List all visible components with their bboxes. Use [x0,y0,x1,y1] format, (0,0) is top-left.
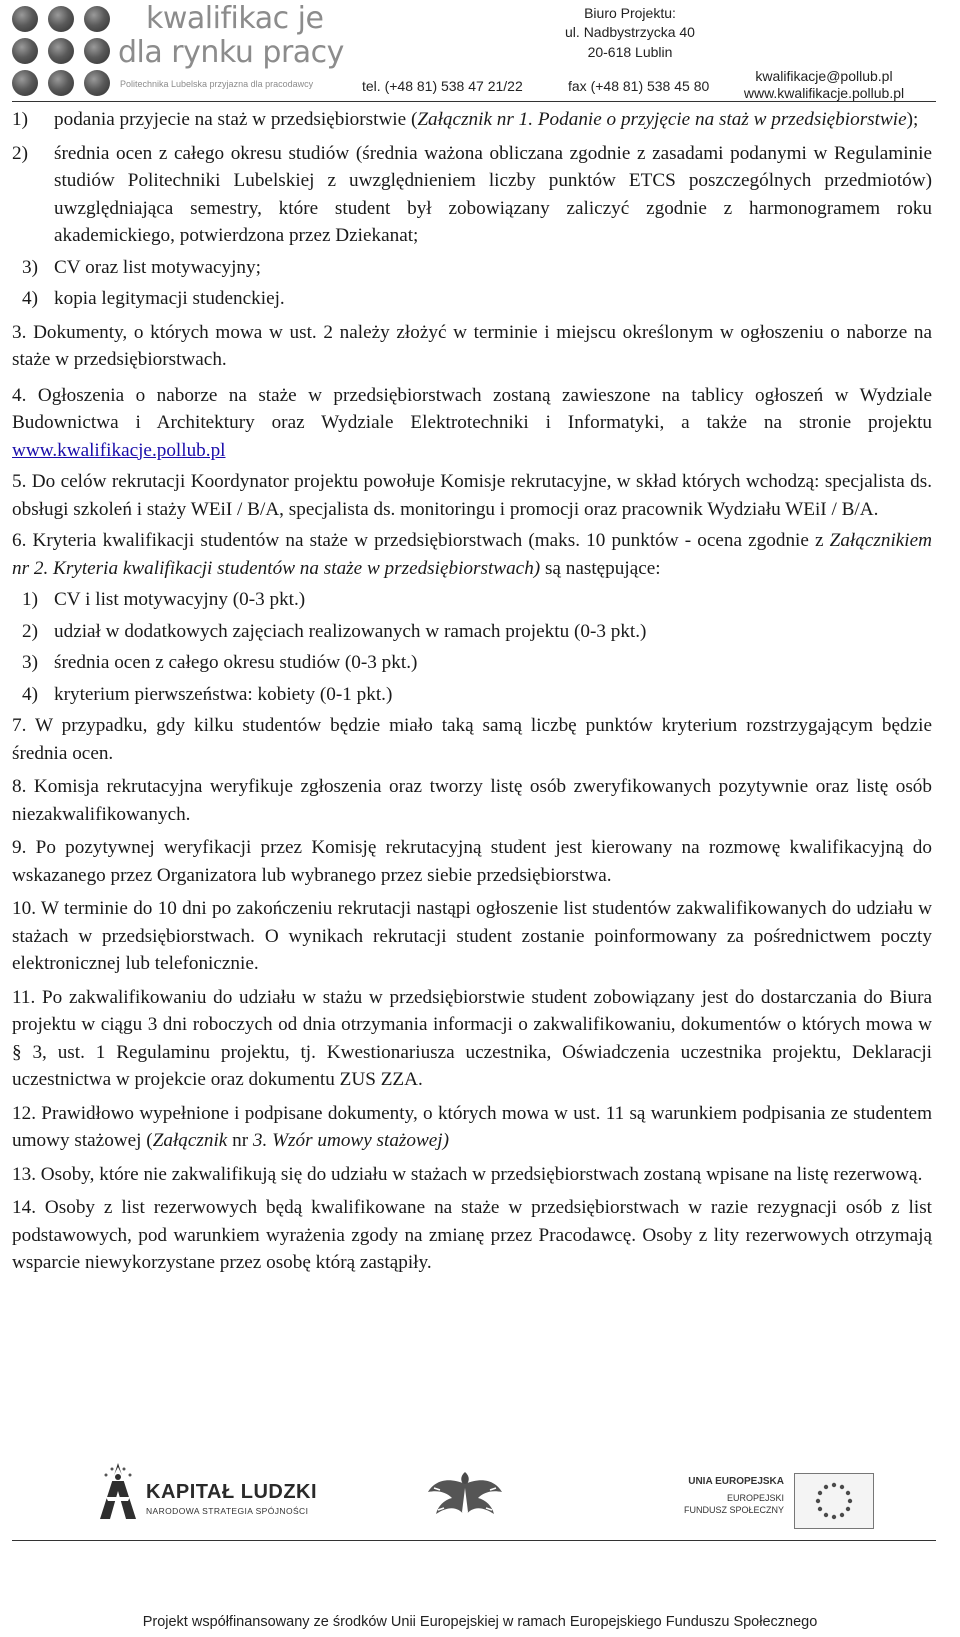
list-number: 3) [22,256,38,278]
list-text: podania przyjecie na staż w przedsiębiorstwie (Załącznik nr 1. Podanie o przyjęcie na staż w przedsiębiorstwie); [54,109,919,130]
logo-tagline: Politechnika Lubelska przyjazna dla pracodawcy [120,79,314,89]
eu-flag-icon [794,1473,874,1529]
paragraph-4: 4. Ogłoszenia o naborze na staże w przedsiębiorstwach zostaną zawieszone na tablicy ogłoszeń w Wydziale Budownictwa i Architektury oraz Wydziale Elektrotechniki i Informatyki, a także na stronie projektu www.kwalifikacje.pollub.pl [12,384,932,461]
paragraph-10: 10. W terminie do 10 dni po zakończeniu rekrutacji nastąpi ogłoszenie list studentów zakwalifikowanych do udziału w stażach w przedsiębiorstwach. O wynikach rekrutacji student zostanie poinformowany za pośrednictwem poczty elektronicznej lub telefonicznie. [12,898,932,974]
list-item [12,106,932,134]
list-item [12,618,932,646]
list-number: 4) [22,288,38,309]
list-text: kryterium pierwszeństwa: kobiety (0-1 pkt.) [54,683,393,705]
paragraph-8: 8. Komisja rekrutacyjna weryfikuje zgłoszenia oraz tworzy listę osób zweryfikowanych pozytywnie oraz listę osób niezakwalifikowanych. [12,776,932,825]
eu-fund-line1: EUROPEJSKI [726,1493,784,1503]
list-number: 3) [22,652,38,673]
list-number: 2) [22,620,38,642]
list-text: kopia legitymacji studenckiej. [54,288,285,309]
list-text: udział w dodatkowych zajęciach realizowanych w ramach projektu (0-3 pkt.) [54,620,647,642]
list-item [12,649,932,677]
paragraph-6: 6. Kryteria kwalifikacji studentów na staże w przedsiębiorstwach (maks. 10 punktów - ocena zgodnie z Załącznikiem nr 2. Kryteria kwalifikacji studentów na staże w przedsiębiorstwach) są następujące: [12,530,932,579]
list-item [12,586,932,614]
eu-title: UNIA EUROPEJSKA [688,1476,784,1487]
office-street: ul. Nadbystrzycka 40 [565,24,695,40]
project-website-link[interactable]: www.kwalifikacje.pollub.pl [12,439,226,461]
list-number: 2) [12,142,28,164]
kapital-ludzki-title: KAPITAŁ LUDZKI [146,1481,318,1503]
list-text: CV oraz list motywacyjny; [54,256,261,278]
list-number: 1) [12,109,28,130]
list-text: średnia ocen z całego okresu studiów (0-3 pkt.) [54,652,418,673]
list-number: 1) [22,589,38,610]
paragraph-7: 7. W przypadku, gdy kilku studentów będzie miało taką samą liczbę punktów kryterium rozstrzygającym będzie średnia ocen. [12,715,932,764]
paragraph-13: 13. Osoby, które nie zakwalifikują się do udziału w stażach w przedsiębiorstwach zostaną wpisane na listę rezerwową. [12,1163,923,1185]
footer-divider [12,1540,936,1541]
header-website[interactable]: www.kwalifikacje.pollub.pl [743,85,905,101]
list-item [12,254,932,282]
logo-title: kwalifikac je [146,1,324,36]
footer-funding-note: Projekt współfinansowany ze środków Unii Europejskiej w ramach Europejskiego Funduszu Społecznego [142,1614,818,1630]
header-divider [12,101,936,102]
polish-eagle-emblem-icon [426,1466,504,1522]
document-body [12,106,932,1277]
header-email[interactable]: kwalifikacje@pollub.pl [755,68,893,84]
list-text: średnia ocen z całego okresu studiów (średnia ważona obliczana zgodnie z zasadami podanymi w Regulaminie studiów Politechniki Lubelskiej z uwzględnieniem liczby punktów ETCS poszczególnych przedmiotów) uwzględniająca semestry, które student był zobowiązany zaliczyć zgodnie z harmonogramem roku akademickiego, potwierdzona przez Dziekanat; [54,142,932,246]
logo-subtitle: dla rynku pracy [118,35,344,70]
list-text: CV i list motywacyjny (0-3 pkt.) [54,589,306,610]
paragraph-11: 11. Po zakwalifikowaniu do udziału w stażu w przedsiębiorstwie student zobowiązany jest do dostarczania do Biura projektu w ciągu 3 dni roboczych od dnia otrzymania informacji o zakwalifikowaniu, dokumentów o których mowa w § 3, ust. 1 Regulaminu projektu, tj. Kwestionariusza uczestnika, Oświadczenia uczestnika projektu, Deklaracji uczestnictwa w projekcie oraz dokumentu ZUS ZZA. [12,986,932,1090]
list-item [12,285,932,313]
list-item [12,681,932,709]
page-header [0,0,960,103]
eu-fund-line2: FUNDUSZ SPOŁECZNY [683,1505,784,1515]
paragraph-5: 5. Do celów rekrutacji Koordynator projektu powołuje Komisje rekrutacyjne, w skład których wchodzą: specjalista ds. obsługi szkoleń i staży WEiI / B/A, specjalista ds. monitoringu i promocji oraz pracownik Wydziału WEiI / B/A. [12,471,932,520]
kapital-ludzki-logo-icon [96,1461,140,1521]
paragraph-3: 3. Dokumenty, o których mowa w ust. 2 należy złożyć w terminie i miejscu określonym w ogłoszeniu o naborze na staże w przedsiębiorstwach. [12,321,932,370]
list-item [12,140,932,250]
office-title: Biuro Projektu: [584,5,676,21]
logo-dots-icon [12,6,122,98]
paragraph-14: 14. Osoby z list rezerwowych będą kwalifikowane na staże w przedsiębiorstwach w razie rezygnacji osób z list podstawowych, pod warunkiem wyrażenia zgody na zmianę przez Pracodawcę. Osoby z lity rezerwowych otrzymają wsparcie niewykorzystane przez osobę którą zastąpiły. [12,1197,932,1273]
header-fax: fax (+48 81) 538 45 80 [568,78,710,94]
header-phone: tel. (+48 81) 538 47 21/22 [362,78,523,94]
paragraph-12: 12. Prawidłowo wypełnione i podpisane dokumenty, o których mowa w ust. 11 są warunkiem podpisania ze studentem umowy stażowej (Załącznik nr 3. Wzór umowy stażowej) [12,1102,932,1151]
kapital-ludzki-subtitle: NARODOWA STRATEGIA SPÓJNOŚCI [146,1506,309,1516]
paragraph-9: 9. Po pozytywnej weryfikacji przez Komisję rekrutacyjną student jest kierowany na rozmowę kwalifikacyjną do wskazanego przez Organizatora lub wybranego przez siebie przedsiębiorstwa. [12,837,932,886]
list-number: 4) [22,683,38,705]
office-city: 20-618 Lublin [587,44,673,60]
